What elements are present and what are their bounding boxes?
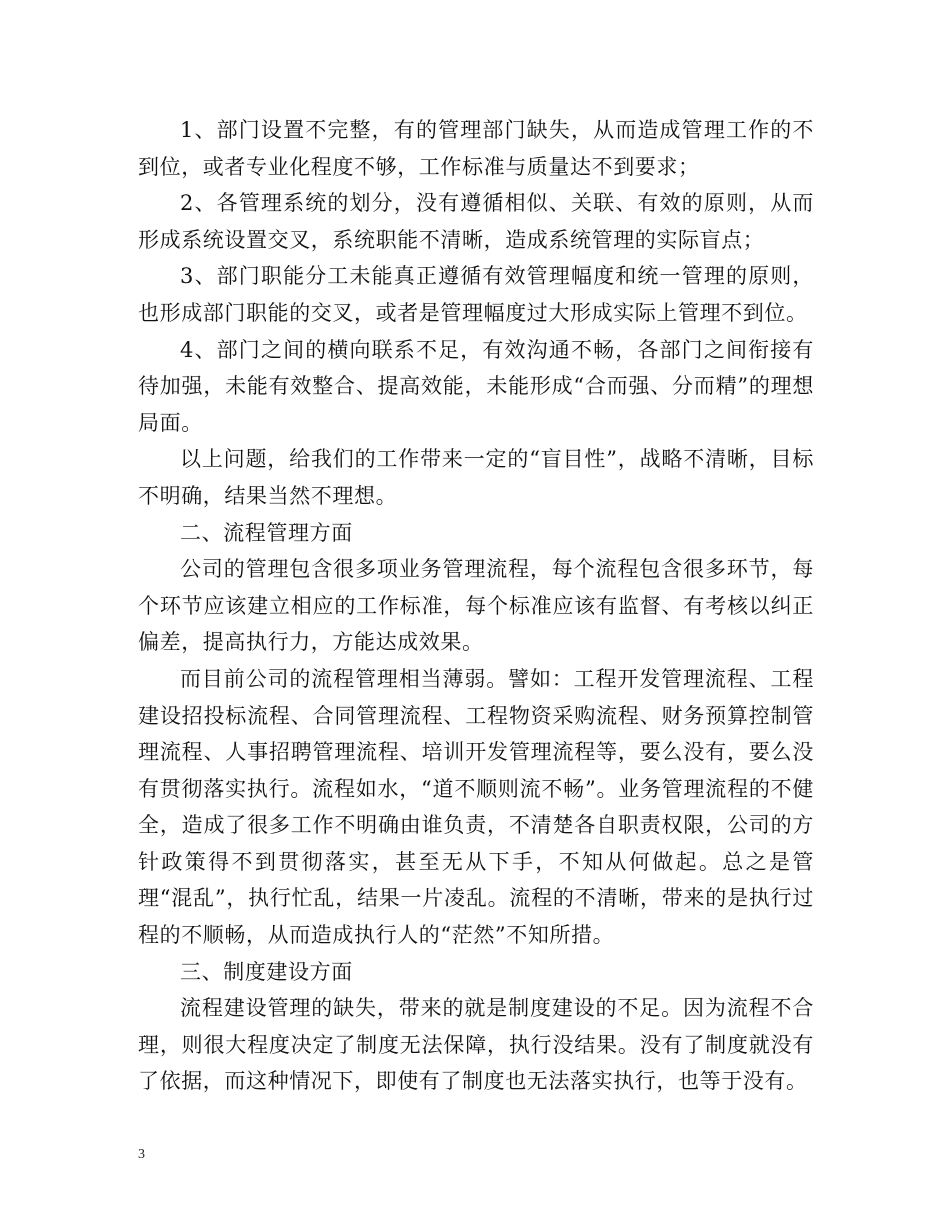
document-body <box>138 112 814 1100</box>
paragraph-item-4: 4、部门之间的横向联系不足，有效沟通不畅，各部门之间衔接有待加强，未能有效整合、提高效能，未能形成“合而强、分而精”的理想局面。 <box>138 337 814 435</box>
paragraph-process-intro: 公司的管理包含很多项业务管理流程，每个流程包含很多环节，每个环节应该建立相应的工作标准，每个标准应该有监督、有考核以纠正偏差，提高执行力，方能达成效果。 <box>138 557 814 655</box>
paragraph-system-detail: 流程建设管理的缺失，带来的就是制度建设的不足。因为流程不合理，则很大程度决定了制度无法保障，执行没结果。没有了制度就没有了依据，而这种情况下，即使有了制度也无法落实执行，也等于没有。 <box>138 996 814 1094</box>
paragraph-summary: 以上问题，给我们的工作带来一定的“盲目性”，战略不清晰，目标不明确，结果当然不理想。 <box>138 447 814 508</box>
section-heading-system: 三、制度建设方面 <box>180 959 353 984</box>
paragraph-item-2: 2、各管理系统的划分，没有遵循相似、关联、有效的原则，从而形成系统设置交叉，系统职能不清晰，造成系统管理的实际盲点； <box>138 191 814 252</box>
section-heading-process: 二、流程管理方面 <box>180 520 353 545</box>
paragraph-process-detail: 而目前公司的流程管理相当薄弱。譬如：工程开发管理流程、工程建设招投标流程、合同管理流程、工程物资采购流程、财务预算控制管理流程、人事招聘管理流程、培训开发管理流程等，要么没有，要么没有贯彻落实执行。流程如水，“道不顺则流不畅”。业务管理流程的不健全，造成了很多工作不明确由谁负责，不清楚各自职责权限，公司的方针政策得不到贯彻落实，甚至无从下手，不知从何做起。总之是管理“混乱”，执行忙乱，结果一片凌乱。流程的不清晰，带来的是执行过程的不顺畅，从而造成执行人的“茫然”不知所措。 <box>138 666 814 948</box>
paragraph-item-1: 1、部门设置不完整，有的管理部门缺失，从而造成管理工作的不到位，或者专业化程度不够，工作标准与质量达不到要求； <box>138 118 814 179</box>
paragraph-item-3: 3、部门职能分工未能真正遵循有效管理幅度和统一管理的原则，也形成部门职能的交叉，或者是管理幅度过大形成实际上管理不到位。 <box>138 264 814 325</box>
page-number: 3 <box>138 1147 145 1162</box>
